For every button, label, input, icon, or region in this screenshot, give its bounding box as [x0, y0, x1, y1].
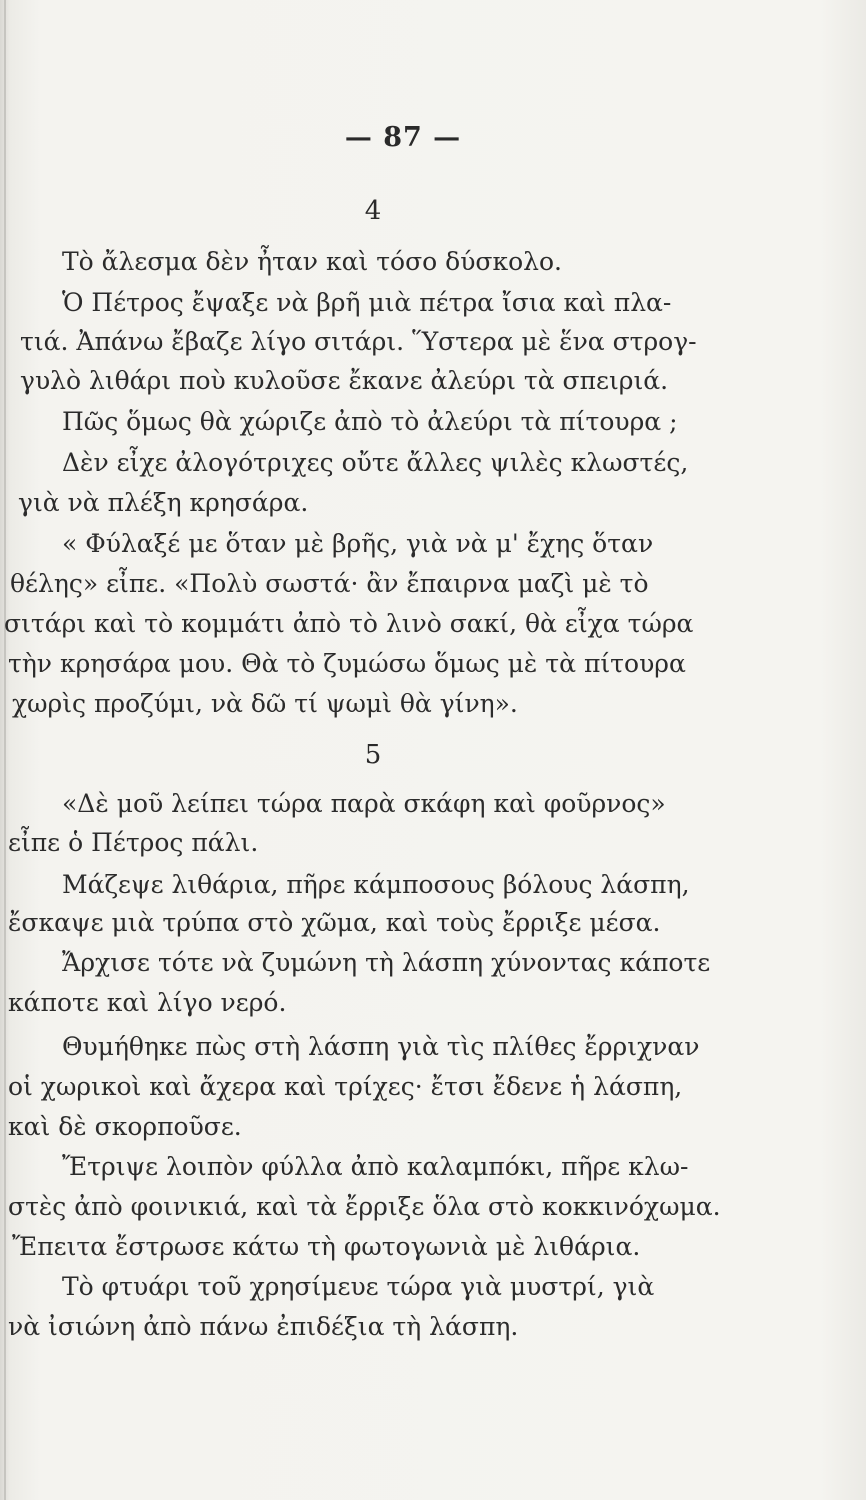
- text-line: σιτάρι καὶ τὸ κομμάτι ἀπὸ τὸ λινὸ σακί, θὰ εἶχα τώρα: [4, 609, 694, 638]
- text-line: Δὲν εἶχε ἀλογότριχες οὔτε ἄλλες ψιλὲς κλωστές,: [62, 448, 689, 477]
- text-line: «Δὲ μοῦ λείπει τώρα παρὰ σκάφη καὶ φοῦρνος»: [62, 789, 666, 818]
- text-line: θέλης» εἶπε. «Πολὺ σωστά· ἂν ἔπαιρνα μαζὶ μὲ τὸ: [10, 569, 649, 598]
- text-line: Θυμήθηκε πὼς στὴ λάσπη γιὰ τὶς πλίθες ἔρριχναν: [62, 1032, 700, 1061]
- section-heading-5: 5: [364, 740, 382, 770]
- text-line: Ἔτριψε λοιπὸν φύλλα ἀπὸ καλαμπόκι, πῆρε κλω-: [62, 1152, 689, 1181]
- text-line: στὲς ἀπὸ φοινικιά, καὶ τὰ ἔρριξε ὅλα στὸ κοκκινόχωμα.: [8, 1192, 721, 1221]
- text-line: Μάζεψε λιθάρια, πῆρε κάμποσους βόλους λάσπη,: [62, 870, 690, 899]
- text-line: Τὸ φτυάρι τοῦ χρησίμευε τώρα γιὰ μυστρί, γιὰ: [62, 1272, 655, 1301]
- text-line: χωρὶς προζύμι, νὰ δῶ τί ψωμὶ θὰ γίνη».: [12, 689, 518, 718]
- text-line: Πῶς ὅμως θὰ χώριζε ἀπὸ τὸ ἀλεύρι τὰ πίτουρα ;: [62, 407, 678, 436]
- text-line: τιά. Ἀπάνω ἔβαζε λίγο σιτάρι. Ὕστερα μὲ ἕνα στρογ-: [20, 327, 697, 356]
- page-number: — 87 —: [344, 122, 462, 153]
- text-line: εἶπε ὁ Πέτρος πάλι.: [8, 828, 259, 857]
- text-line: Ἄρχισε τότε νὰ ζυμώνη τὴ λάσπη χύνοντας κάποτε: [62, 948, 711, 977]
- text-line: νὰ ἰσιώνη ἀπὸ πάνω ἐπιδέξια τὴ λάσπη.: [8, 1312, 519, 1341]
- text-line: ἔσκαψε μιὰ τρύπα στὸ χῶμα, καὶ τοὺς ἔρριξε μέσα.: [8, 908, 661, 937]
- text-line: τὴν κρησάρα μου. Θὰ τὸ ζυμώσω ὅμως μὲ τὰ πίτουρα: [8, 649, 686, 678]
- text-line: γιὰ νὰ πλέξη κρησάρα.: [18, 488, 309, 517]
- text-line: γυλὸ λιθάρι ποὺ κυλοῦσε ἔκανε ἀλεύρι τὰ σπειριά.: [20, 366, 669, 395]
- text-line: « Φύλαξέ με ὅταν μὲ βρῆς, γιὰ νὰ μ' ἔχης ὅταν: [62, 529, 654, 558]
- text-line: Ἔπειτα ἔστρωσε κάτω τὴ φωτογωνιὰ μὲ λιθάρια.: [12, 1232, 641, 1261]
- text-line: καὶ δὲ σκορποῦσε.: [8, 1112, 242, 1141]
- section-heading-4: 4: [364, 196, 382, 226]
- text-line: κάποτε καὶ λίγο νερό.: [8, 988, 287, 1017]
- text-line: οἱ χωρικοὶ καὶ ἄχερα καὶ τρίχες· ἔτσι ἔδενε ἡ λάσπη,: [8, 1072, 683, 1101]
- text-line: Ὁ Πέτρος ἔψαξε νὰ βρῆ μιὰ πέτρα ἴσια καὶ πλα-: [62, 288, 672, 317]
- text-line: Τὸ ἄλεσμα δὲν ἦταν καὶ τόσο δύσκολο.: [62, 247, 562, 276]
